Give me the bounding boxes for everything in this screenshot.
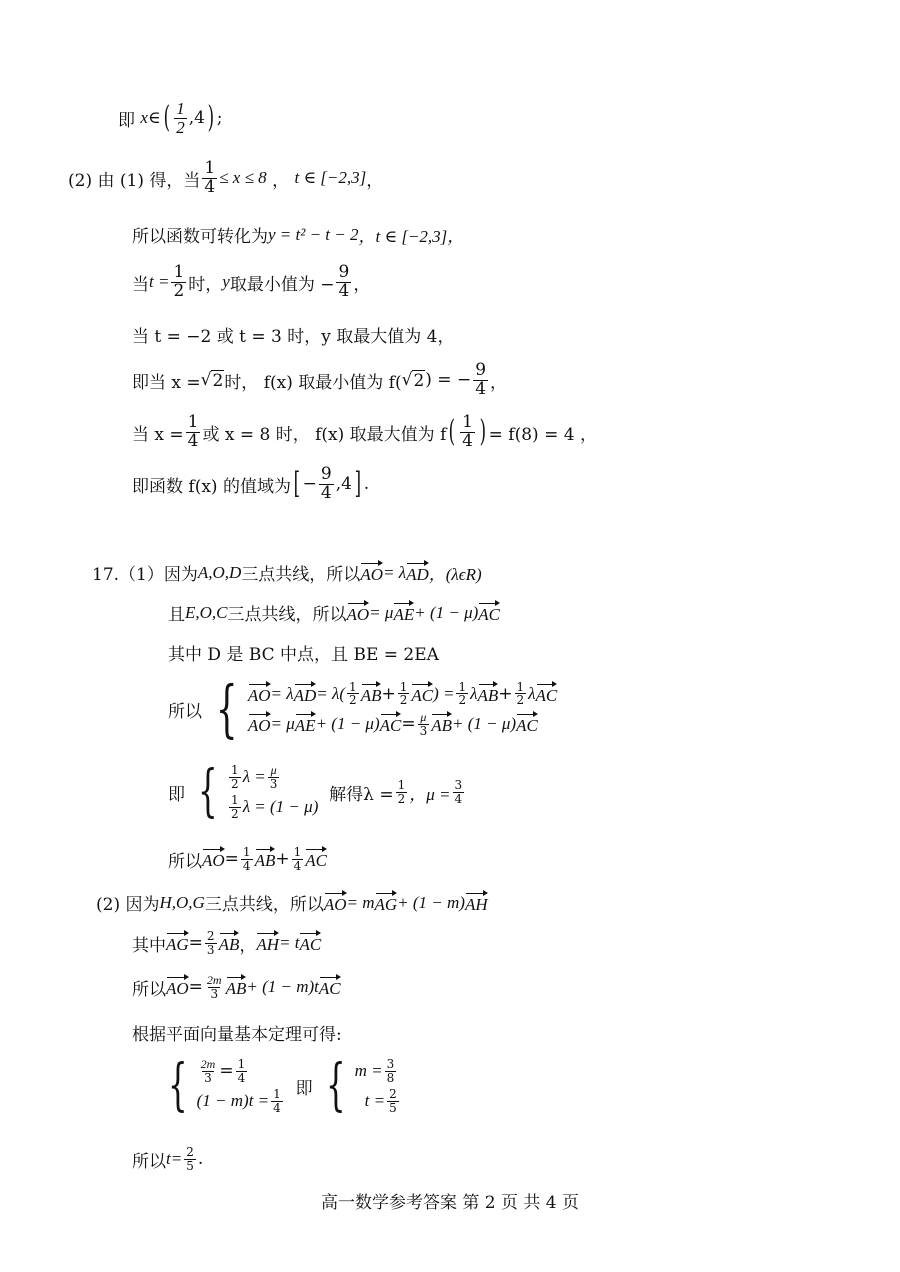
q17-part2-line-3: 所以 AO = $\frac{2m}{3}$ AB + (1 − m)t AC xyxy=(132,973,341,1001)
q17-part2-line-4: 根据平面向量基本定理可得: xyxy=(132,1025,342,1045)
q17-system-2: 即 { $\frac{1}{2}$ λ = $\frac{\mu}{3}$ $\frac{1}{2}$ λ = (1 − μ) 解得λ = $\frac{1}{2}$ ，μ = $\frac{3}{4}$ xyxy=(168,759,463,825)
q17-part2-line-2: 其中 AG = $\frac{2}{3}$ AB ， AH = t AC xyxy=(132,929,322,957)
max-value-x-line: 当 x = $\frac{1}{4}$ 或 x = 8 时， f(x) 取最大值为 f ( $\frac{1}{4}$ ) = f(8) = 4 ， xyxy=(132,412,597,451)
q17-line-1: 17.（1）因为 A,O,D 三点共线，所以 AO = λ AD ，(λϵR) xyxy=(92,562,482,585)
fraction: $\frac{9}{4}$ xyxy=(475,360,487,399)
left-brace: { xyxy=(326,1053,346,1119)
fraction: $\frac{1}{2}$ xyxy=(176,99,185,137)
fraction: $\frac{1}{4}$ xyxy=(462,412,473,451)
q17-part2-systems: { $\frac{2m}{3}$ = $\frac{1}{4}$ (1 − m)t = $\frac{1}{4}$ 即 { m = $\frac{3}{8}$ t = $\frac{2}{5}$ xyxy=(168,1053,397,1119)
left-brace: { xyxy=(216,672,238,745)
vector-AD: AD xyxy=(406,561,429,585)
fraction: $\frac{1}{4}$ xyxy=(204,158,216,197)
range-result-line: 即函数 f(x) 的值域为 [ − $\frac{9}{4}$ ,4 ] . xyxy=(132,464,370,503)
q17-part2-final: 所以 t= $\frac{2}{5}$ . xyxy=(132,1145,204,1173)
part2-header: (2) 由 (1) 得，当 $\frac{1}{4}$ ≤ x ≤ 8 ， t ∈ [−2,3] ， xyxy=(68,158,384,197)
sqrt: √ 2 xyxy=(401,369,425,391)
sqrt: √ 2 xyxy=(200,369,224,391)
max-value-t-line: 当 t = −2 或 t = 3 时，y 取最大值为 4， xyxy=(132,327,455,347)
q17-line-3: 其中 D 是 BC 中点，且 BE = 2EA xyxy=(168,645,439,665)
function-transform-line: 所以函数可转化为 y = t² − t − 2 ，t ∈ [−2,3]， xyxy=(132,224,465,247)
paren-left: ( xyxy=(163,100,170,136)
q17-line-2: 且 E,O,C 三点共线，所以 AO = μ AE + (1 − μ) AC xyxy=(168,602,501,625)
q17-part2-line-1: (2) 因为 H,O,G 三点共线，所以 AO = m AG + (1 − m) AH xyxy=(96,892,488,915)
q17-result: 所以 AO = $\frac{1}{4}$ AB + $\frac{1}{4}$ AC xyxy=(168,845,327,873)
min-value-t-line: 当 t = $\frac{1}{2}$ 时， y 取最小值为 − $\frac{9}{4}$ ， xyxy=(132,262,371,301)
page-footer: 高一数学参考答案 第 2 页 共 4 页 xyxy=(320,1193,580,1213)
vector-AO: AO xyxy=(360,561,383,585)
left-brace: { xyxy=(198,759,219,825)
min-value-x-line: 即当 x = √ 2 时， f(x) 取最小值为 f( √ 2 ) = − $\frac{9}{4}$ ， xyxy=(132,360,508,399)
left-brace: { xyxy=(168,1053,188,1119)
answer-line-x-range: 即 x ∈ ( $\frac{1}{2}$ ,4 ) ; xyxy=(118,99,223,137)
fraction: $\frac{9}{4}$ xyxy=(320,464,332,503)
fraction: $\frac{9}{4}$ xyxy=(338,262,350,301)
q17-system-1: 所以 { AO = λ AD = λ( $\frac{1}{2}$ AB + $\frac{1}{2}$ AC ) = $\frac{1}{2}$ λ AB + $\frac{1}{2}$ λ AC AO = μ AE + (1 − μ) AC = $\frac{\mu}{3}$ AB + (1 − μ) AC xyxy=(168,672,558,745)
fraction: $\frac{1}{4}$ xyxy=(187,412,199,451)
paren-right: ) xyxy=(207,100,215,136)
fraction: $\frac{1}{2}$ xyxy=(173,262,185,301)
